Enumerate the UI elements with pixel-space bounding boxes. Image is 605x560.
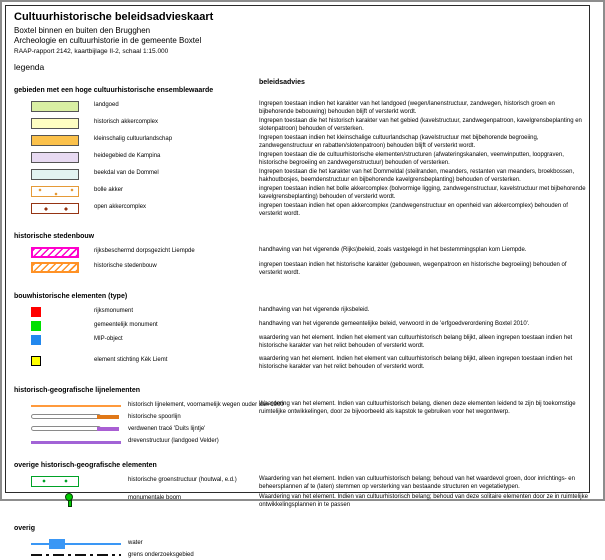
legend-item-label: gemeentelijk monument [94, 322, 158, 328]
legend-item-grens-onderzoeksgebied [6, 550, 589, 560]
section-title: overige historisch-geografische elementen [14, 462, 157, 469]
legend-item-historische-stedenbouw [6, 261, 589, 279]
legend-item-label: water [128, 540, 143, 546]
legend-item-label: landgoed [94, 102, 119, 108]
legend-item-advice: ingrepen toestaan indien het bolle akkercomplex (bolvormige ligging, zandwegenstructuur, kavelstructuur met bijbehorende kavelgrensbeplanting) behouden of versterkt wordt. [259, 186, 586, 200]
tree-icon [31, 493, 121, 507]
legend-item-kek-liemt [6, 355, 589, 373]
legend-item-label: rijksmonument [94, 308, 134, 314]
open-akkercomplex-swatch [31, 203, 79, 214]
legend-item-historisch-akkercomplex [6, 117, 589, 134]
section-ensemblewaarde [6, 79, 589, 219]
legend-item-label: grens onderzoeksgebied [128, 552, 194, 558]
legend-item-advice: waardering van het element. Indien het element van cultuurhistorisch belang blijkt, alleen ingrepen toestaan indien het historische karakter van het relict behouden of versterkt wordt. [259, 356, 573, 370]
section-historische-stedenbouw [6, 225, 589, 279]
legend-item-landgoed [6, 100, 589, 117]
section-overige-elementen [6, 454, 589, 511]
legend-item-open-akkercomplex [6, 202, 589, 219]
groenstructuur-swatch [31, 476, 79, 487]
advice-column-header: beleidsadvies [259, 79, 305, 86]
legend-item-label: rijksbeschermd dorpsgezicht Liempde [94, 248, 195, 254]
legend-item-duits-lijntje [6, 424, 589, 436]
stedenbouw-hatch-swatch [31, 262, 79, 273]
legend-item-label: verdwenen tracé 'Duits lijntje' [128, 426, 206, 432]
legend-item-kleinschalig-cultuurlandschap [6, 134, 589, 151]
akkercomplex-swatch [31, 118, 79, 129]
legend-item-label: kleinschalig cultuurlandschap [94, 136, 173, 142]
legend-item-rijksmonument [6, 306, 589, 320]
page-title: Cultuurhistorische beleidsadvieskaart [14, 11, 214, 23]
report-reference: RAAP-rapport 2142, kaartbijlage II-2, schaal 1:15.000 [14, 48, 169, 55]
spoorlijn-symbol [31, 413, 121, 421]
legend-item-gemeentelijk-monument [6, 320, 589, 334]
legend-item-label: element stichting Kèk Liemt [94, 357, 168, 363]
legend-item-advice: Ingrepen toestaan die het historisch karakter van het gebied (kavelstructuur, zandwegenpatroon, kavelgrensbeplanting en slotenpatroon) behouden of versterken. [259, 118, 582, 132]
legend-item-beekdal [6, 168, 589, 185]
heidegebied-swatch [31, 152, 79, 163]
beekdal-swatch [31, 169, 79, 180]
legend-header [6, 6, 589, 72]
rijksmonument-square-swatch [31, 307, 41, 317]
legend-label: legenda [14, 62, 45, 72]
section-bouwhistorische-elementen [6, 285, 589, 373]
legend-item-historische-spoorlijn [6, 412, 589, 424]
landgoed-swatch [31, 101, 79, 112]
legend-item-advice: Waardering van het element. Indien van cultuurhistorisch belang; behoud van het waardevol groen, door inrichtings- en beheersplannen af te (laten) stemmen op versterking van bestaande structuren en vegetatietypen. [259, 476, 575, 490]
legend-item-advice: Ingrepen toestaan die de cultuurhistorische elementen/structuren (afwateringskanalen, veenwinputten, loopgraven, historische begroeiing en zandwegenstructuur) behouden of versterken. [259, 152, 564, 166]
legend-item-label: historisch lijnelement, voornamelijk wegen ouder dan 1900 [128, 402, 284, 408]
legend-item-rijksbeschermd-dorpsgezicht [6, 246, 589, 261]
duits-lijntje-symbol [31, 425, 121, 433]
legend-item-advice: Ingrepen toestaan indien het karakter van het landgoed (wegen/lanenstructuur, zandwegen, historisch groen en bijbehorende bebouwing) behouden blijft of versterkt wordt. [259, 101, 555, 115]
drevenstructuur-line-swatch [31, 441, 121, 444]
section-overig [6, 517, 589, 560]
section-title: bouwhistorische elementen (type) [14, 293, 128, 300]
legend-item-monumentale-boom [6, 493, 589, 511]
lijnelement-line-swatch [31, 405, 121, 407]
legend-item-advice: waardering van het element. Indien het element van cultuurhistorisch belang blijkt, alleen ingrepen toestaan indien het historische karakter van het relict behouden of versterkt wordt. [259, 335, 573, 349]
legend-item-label: heidegebied de Kampina [94, 153, 161, 159]
legend-item-advice: handhaving van het vigerende (Rijks)beleid, zoals vastgelegd in het bestemmingsplan kom Liempde. [259, 247, 527, 253]
legend-item-water [6, 538, 589, 550]
legend-sheet [5, 5, 590, 558]
legend-item-advice: Ingrepen toestaan die het karakter van het Dommeldal (steilranden, meanders, restanten van meanders, broekbossen, hakhoutbosjes, beemdenstructuur en bijbehorende kavelgrensbeplanting) behouden of versterken. [259, 169, 575, 183]
legend-item-drevenstructuur [6, 436, 589, 448]
legend-item-label: historisch akkercomplex [94, 119, 159, 125]
legend-item-advice: handhaving van het vigerende rijksbeleid. [259, 307, 370, 313]
subtitle-line-1: Boxtel binnen en buiten den Brugghen [14, 26, 151, 35]
legend-item-label: historische spoorlijn [128, 414, 181, 420]
cultuurlandschap-swatch [31, 135, 79, 146]
legend-item-label: drevenstructuur (landgoed Velder) [128, 438, 219, 444]
section-title: historische stedenbouw [14, 233, 95, 240]
kek-liemt-square-swatch [31, 356, 41, 366]
legend-item-label: bolle akker [94, 187, 124, 193]
legend-item-advice: ingrepen toestaan indien het open akkercomplex (zandwegenstructuur en openheid van akkercomplex) behouden of versterkt wordt. [259, 203, 568, 217]
legend-item-advice: ingrepen toestaan indien het historische karakter (gebouwen, wegenpatroon en historische begroeiing) behouden of versterkt wordt. [259, 262, 567, 276]
bolle-akker-swatch [31, 186, 79, 197]
mip-object-square-swatch [31, 335, 41, 345]
gemeentelijk-monument-square-swatch [31, 321, 41, 331]
legend-item-heidegebied [6, 151, 589, 168]
legend-item-historisch-lijnelement [6, 400, 589, 415]
section-title: overig [14, 525, 36, 532]
legend-item-label: historische stedenbouw [94, 263, 157, 269]
legend-item-advice: handhaving van het vigerende gemeentelijke beleid, verwoord in de 'erfgoedverordening Boxtel 2010'. [259, 321, 530, 327]
legend-item-advice: Waardering van het element. Indien van cultuurhistorisch belang, dienen deze elementen leidend te zijn bij toekomstige ruimtelijke ontwikkelingen, door ze bijvoorbeeld als kapstok te gebruiken voor het wegontwerp. [259, 401, 576, 415]
water-symbol [31, 539, 121, 549]
section-title: gebieden met een hoge cultuurhistorische ensemblewaarde [14, 87, 214, 94]
legend-item-label: beekdal van de Dommel [94, 170, 159, 176]
grens-dashdot-line-swatch [31, 554, 121, 556]
legend-item-label: historische groenstructuur (houtwal, e.d.) [128, 477, 237, 483]
legend-item-label: open akkercomplex [94, 204, 147, 210]
subtitle-line-2: Archeologie en cultuurhistorie in de gemeente Boxtel [14, 36, 202, 45]
section-title: historisch-geografische lijnelementen [14, 387, 141, 394]
legend-item-advice: Waardering van het element. Indien van cultuurhistorisch belang; behoud van deze solitaire elementen door ze in ruimtelijke ontwikkelingsplannen in te passen [259, 494, 588, 508]
dorpsgezicht-hatch-swatch [31, 247, 79, 258]
legend-item-bolle-akker [6, 185, 589, 202]
legend-item-label: MIP-object [94, 336, 123, 342]
legend-item-groenstructuur [6, 475, 589, 493]
legend-item-advice: Ingrepen toestaan indien het kleinschalige cultuurlandschap (kavelstructuur met bijbehorende begroeiing, zandwegenstructuur en rabatten/slotenpatroon) behouden blijft of versterkt wordt. [259, 135, 539, 149]
section-lijnelementen [6, 379, 589, 448]
legend-item-mip-object [6, 334, 589, 352]
legend-item-label: monumentale boom [128, 495, 182, 501]
